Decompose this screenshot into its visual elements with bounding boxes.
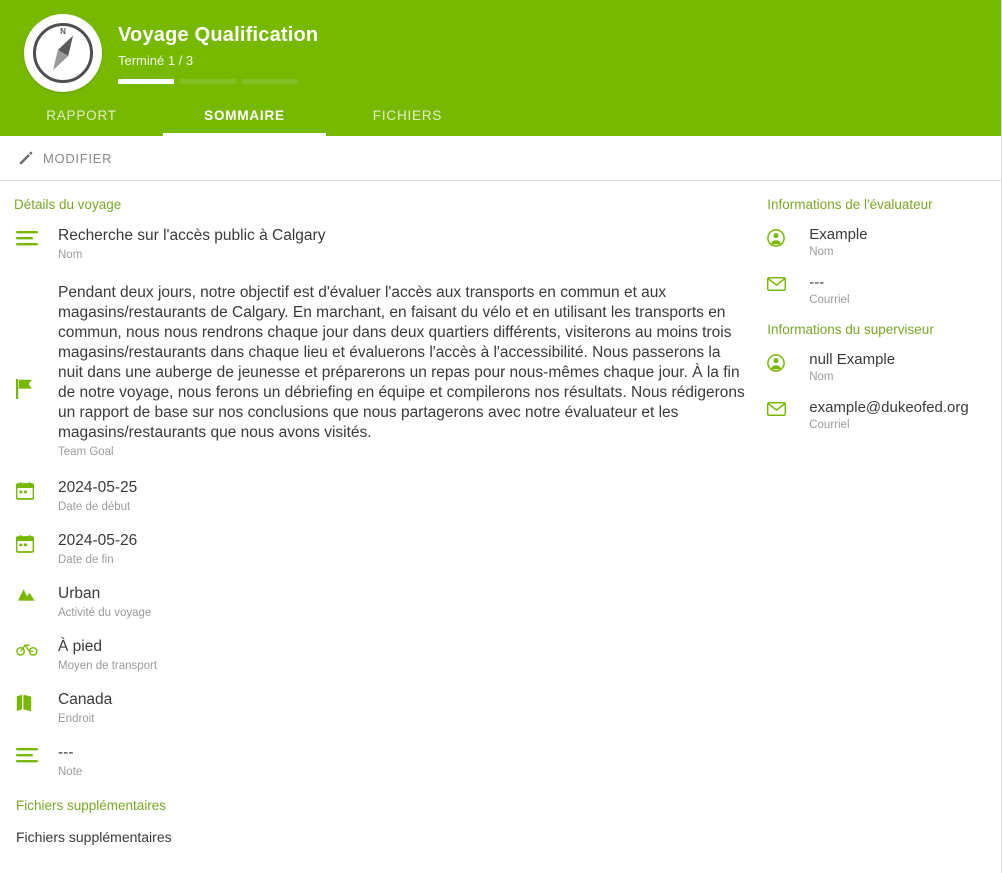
field-end-date (14, 531, 767, 566)
mail-icon (767, 399, 809, 416)
header-top (0, 0, 1001, 92)
assessor-email-field (767, 274, 1001, 306)
extra-files-text: Fichiers supplémentaires (16, 829, 172, 845)
field-value: Pendant deux jours, notre objectif est d'évaluer l'accès aux transports en commun et aux magasins/restaurants de Calgary. En marchant, en faisant du vélo et en utilisant les transports en commun, nous nous rendrons chaque jour dans deux quartiers différents, visiterons au moins trois magasins/restaurants dans chaque lieu et évaluerons l'accès à l'accessibilité. Nous passerons la nuit dans une auberge de jeunesse et préparerons un repas pour nous-mêmes chaque jour. À la fin de notre voyage, nous ferons un débriefing en équipe et compilerons nos résultats. Nous rédigerons un rapport de base sur nos conclusions que nous partagerons avec notre évaluateur et les magasins/restaurants que nous avons visités. (58, 284, 745, 441)
assessor-section-heading: Informations de l'évaluateur (767, 197, 933, 212)
field-value: null Example (809, 351, 896, 368)
field-label: Nom (809, 371, 834, 383)
field-value: Urban (58, 585, 101, 602)
person-icon (767, 351, 809, 372)
mountain-icon (14, 584, 58, 602)
content-area (0, 181, 1001, 845)
flag-icon (14, 283, 58, 399)
field-label: Team Goal (58, 446, 114, 458)
person-icon (767, 226, 809, 247)
progress-segment (180, 79, 236, 84)
calendar-icon (14, 531, 58, 553)
field-label: Nom (58, 249, 83, 261)
extra-files-heading: Fichiers supplémentaires (16, 798, 167, 813)
field-label: Nom (809, 246, 834, 258)
field-value: --- (58, 744, 74, 761)
action-bar (0, 136, 1001, 181)
field-value: À pied (58, 638, 102, 655)
list-icon (14, 743, 58, 765)
field-team-goal (14, 283, 767, 458)
compass-badge-icon (24, 14, 102, 92)
field-label: Activité du voyage (58, 607, 152, 619)
field-value: Canada (58, 691, 113, 708)
completion-status: Terminé 1 / 3 (118, 53, 194, 68)
trip-details-heading: Détails du voyage (14, 197, 122, 212)
field-label: Courriel (809, 294, 850, 306)
field-value: 2024-05-25 (58, 479, 138, 496)
field-label: Date de fin (58, 554, 114, 566)
list-icon (14, 226, 58, 248)
field-trip-activity (14, 584, 767, 619)
progress-segment (242, 79, 298, 84)
field-label: Endroit (58, 713, 95, 725)
field-start-date (14, 478, 767, 513)
supervisor-section-heading: Informations du superviseur (767, 322, 934, 337)
field-value: Example (809, 226, 868, 243)
field-value: Recherche sur l'accès public à Calgary (58, 227, 326, 244)
page-title: Voyage Qualification (118, 24, 319, 46)
field-label: Courriel (809, 419, 850, 431)
trip-details-column (0, 197, 767, 845)
supervisor-name-field (767, 351, 1001, 383)
edit-button[interactable] (18, 150, 112, 166)
edit-button-label: MODIFIER (43, 150, 113, 166)
field-transport-mode (14, 637, 767, 672)
bicycle-icon (14, 637, 58, 656)
field-note (14, 743, 767, 778)
field-label: Date de début (58, 501, 131, 513)
mail-icon (767, 274, 809, 291)
field-location (14, 690, 767, 725)
progress-segment (118, 79, 174, 84)
field-value: example@dukeofed.org (809, 399, 969, 416)
header-titles (118, 14, 318, 84)
tab-rapport[interactable]: RAPPORT (46, 108, 117, 123)
field-value: --- (809, 274, 825, 291)
field-label: Note (58, 766, 83, 778)
supervisor-email-field (767, 399, 1001, 431)
sidebar-info-column (767, 197, 1001, 845)
map-icon (14, 690, 58, 712)
tab-fichiers[interactable]: FICHIERS (372, 108, 443, 123)
pencil-icon (18, 150, 34, 166)
calendar-icon (14, 478, 58, 500)
page-header (0, 0, 1001, 136)
field-value: 2024-05-26 (58, 532, 138, 549)
field-nom (14, 226, 767, 261)
field-label: Moyen de transport (58, 660, 158, 672)
assessor-name-field (767, 226, 1001, 258)
tab-sommaire[interactable]: SOMMAIRE (163, 100, 326, 136)
tab-bar (0, 100, 1001, 136)
progress-indicator (118, 79, 318, 84)
compass-north-label: N (60, 27, 66, 36)
